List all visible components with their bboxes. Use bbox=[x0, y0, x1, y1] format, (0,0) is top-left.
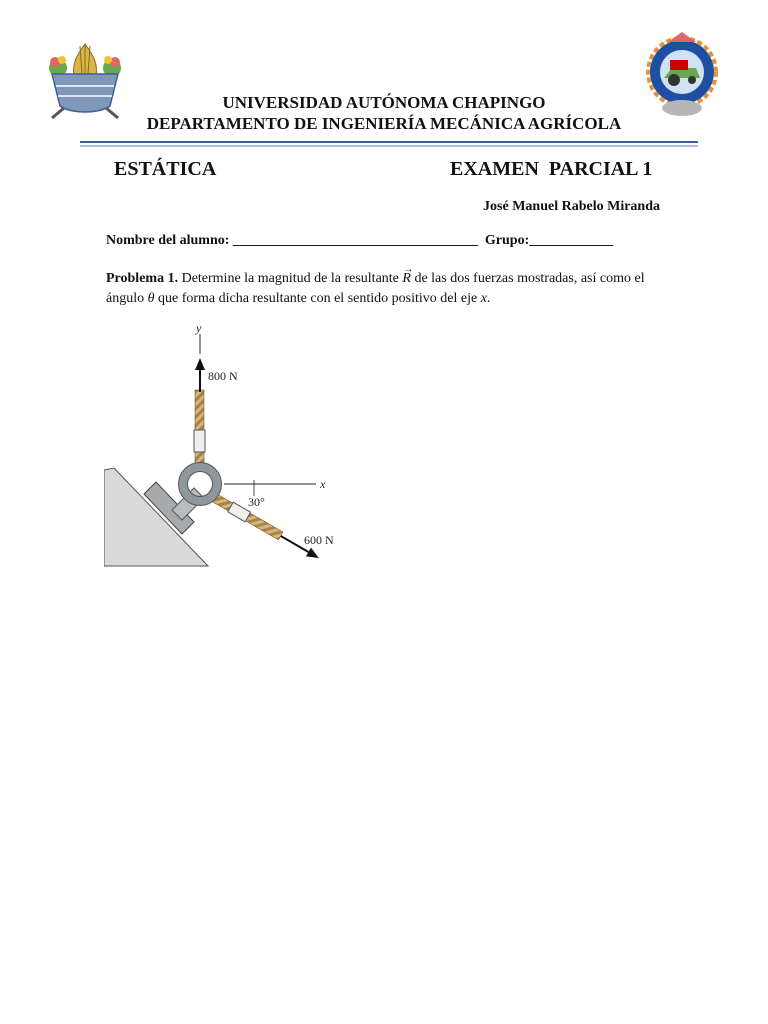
force-diagram bbox=[104, 320, 354, 578]
problem-text-1: Determine la magnitud de la resultante bbox=[181, 271, 399, 286]
problem-text-3: que forma dicha resultante con el sentido positivo del eje bbox=[158, 291, 478, 306]
vector-r-symbol: → R bbox=[402, 269, 411, 289]
group-label: Grupo: bbox=[484, 233, 530, 248]
course-title: ESTÁTICA bbox=[114, 158, 217, 180]
exam-title: EXAMEN PARCIAL 1 bbox=[450, 158, 653, 180]
problem-title: Problema 1. bbox=[106, 271, 179, 286]
problem-statement bbox=[106, 269, 666, 309]
university-name: UNIVERSIDAD AUTÓNOMA CHAPINGO bbox=[222, 93, 546, 112]
header-rule-light bbox=[80, 145, 698, 147]
force-800-label: 800 N bbox=[208, 369, 238, 383]
rope-up bbox=[195, 390, 204, 466]
force-600-arrowhead bbox=[306, 548, 321, 563]
student-name-label: Nombre del alumno: bbox=[106, 233, 230, 248]
force-800-arrowhead bbox=[195, 358, 205, 370]
eye-ring-inner bbox=[188, 472, 213, 497]
teacher-name: José Manuel Rabelo Miranda bbox=[483, 199, 660, 214]
student-info-row bbox=[106, 233, 613, 249]
angle-label: 30° bbox=[248, 495, 265, 509]
group-field[interactable]: ____________ bbox=[529, 233, 614, 248]
y-axis-label: y bbox=[196, 321, 202, 335]
student-name-field[interactable]: ___________________________________ bbox=[232, 233, 478, 248]
header-rule-dark bbox=[80, 141, 698, 143]
problem-text-4: . bbox=[486, 291, 491, 306]
force-600-label: 600 N bbox=[304, 533, 334, 547]
rope-clamp-up bbox=[194, 430, 205, 452]
x-axis-symbol: x bbox=[480, 291, 487, 306]
institution-header bbox=[100, 92, 668, 134]
department-name: DEPARTAMENTO DE INGENIERÍA MECÁNICA AGRÍCOLA bbox=[146, 114, 622, 133]
theta-symbol: θ bbox=[147, 291, 155, 306]
problem-text-2: de las dos fuerzas mostradas, así como el ángulo bbox=[106, 271, 645, 306]
x-axis-label: x bbox=[320, 477, 326, 491]
